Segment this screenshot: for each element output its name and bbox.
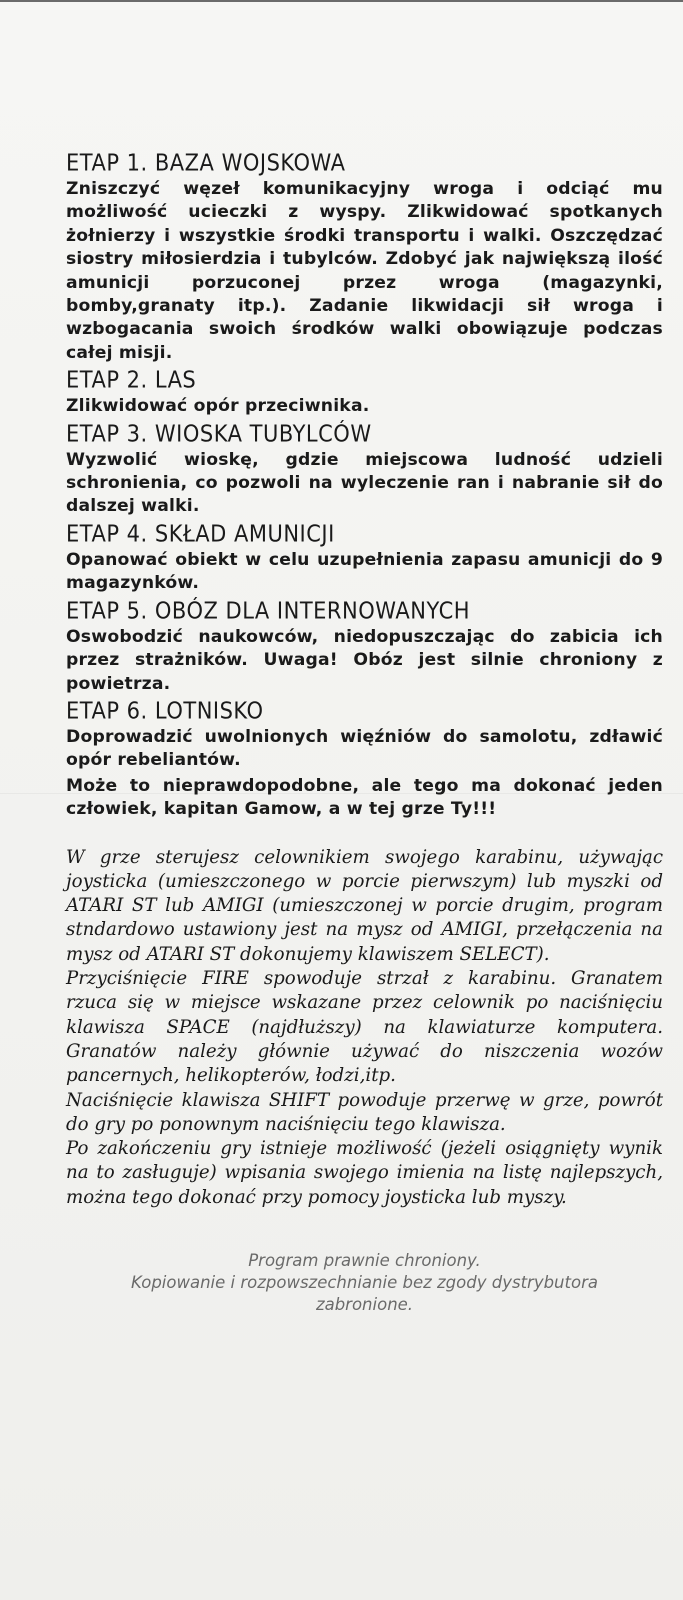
stage-2-body: Zlikwidować opór przeciwnika. — [66, 396, 370, 417]
stage-3-body: Wyzwolić wioskę, gdzie miejscowa ludność udzieli schronienia, co pozwoli na wyleczenie ran i nabranie sił do dalszej walki. — [66, 449, 663, 517]
stage-4-body: Opanować obiekt w celu uzupełnienia zapasu amunicji do 9 magazynków. — [66, 549, 663, 594]
legal-notice — [66, 1250, 663, 1316]
stage-1 — [66, 150, 663, 365]
stage-5-body: Oswobodzić naukowców, niedopuszczając do zabicia ich przez strażników. Uwaga! Obóz jest silnie chroniony z powietrza. — [66, 626, 663, 694]
instructions-fire-grenade: Przyciśnięcie FIRE spowoduje strzał z karabinu. Granatem rzuca się w miejsce wskazane przez celownik po naciśnięciu klawisza SPACE (najdłuższy) na klawiaturze komputera. Granatów należy głównie używać do niszczenia wozów pancernych, helikopterów, łodzi,itp. — [66, 968, 663, 1087]
manual-content — [66, 150, 663, 1316]
stage-6-title: ETAP 6. LOTNISKO — [66, 697, 264, 724]
stage-1-title: ETAP 1. BAZA WOJSKOWA — [66, 150, 346, 176]
stage-5 — [66, 598, 663, 696]
top-edge-divider — [0, 0, 683, 2]
stage-3-title: ETAP 3. WIOSKA TUBYLCÓW — [66, 420, 372, 447]
stage-6 — [66, 698, 663, 773]
closing-statement: Może to nieprawdopodobne, ale tego ma dokonać jeden człowiek, kapitan Gamow, a w tej grze Ty!!! — [66, 775, 663, 820]
stage-2-title: ETAP 2. LAS — [66, 367, 197, 394]
stage-5-title: ETAP 5. OBÓZ DLA INTERNOWANYCH — [66, 597, 471, 624]
stage-6-body: Doprowadzić uwolnionych więźniów do samolotu, zdławić opór rebeliantów. — [66, 726, 663, 771]
stage-3 — [66, 421, 663, 519]
game-instructions — [66, 846, 663, 1210]
stage-2 — [66, 367, 663, 418]
stage-4 — [66, 521, 663, 596]
legal-line-2: Kopiowanie i rozpowszechnianie bez zgody dystrybutora — [131, 1272, 598, 1292]
instructions-controls: W grze sterujesz celownikiem swojego karabinu, używając joysticka (umieszczonego w porcie pierwszym) lub myszki od ATARI ST lub AMIGI (umieszczonej w porcie drugim, program stndardowo ustawiony jest na mysz od AMIGI, przełączenia na mysz od ATARI ST dokonujemy klawiszem SELECT). — [66, 846, 663, 965]
stage-4-title: ETAP 4. SKŁAD AMUNICJI — [66, 520, 335, 547]
stage-1-body: Zniszczyć węzeł komunikacyjny wroga i odciąć mu możliwość ucieczki z wyspy. Zlikwidować spotkanych żołnierzy i wszystkie środki transportu i walki. Oszczędzać siostry miłosierdzia i tubylców. Zdobyć jak największą ilość amunicji porzuconej przez wroga (magazynki, bomby,granaty itp.). Zadanie likwidacji sił wroga i wzbogacania swoich środków walki obowiązuje podczas całej misji. — [66, 179, 663, 363]
instructions-pause: Naciśnięcie klawisza SHIFT powoduje przerwę w grze, powrót do gry po ponownym naciśnięciu tego klawisza. — [66, 1089, 663, 1135]
instructions-highscore: Po zakończeniu gry istnieje możliwość (jeżeli osiągnięty wynik na to zasługuje) wpisania swojego imienia na listę najlepszych, można tego dokonać przy pomocy joysticka lub myszy. — [66, 1138, 663, 1208]
legal-line-3: zabronione. — [315, 1294, 414, 1314]
legal-line-1: Program prawnie chroniony. — [248, 1250, 481, 1270]
